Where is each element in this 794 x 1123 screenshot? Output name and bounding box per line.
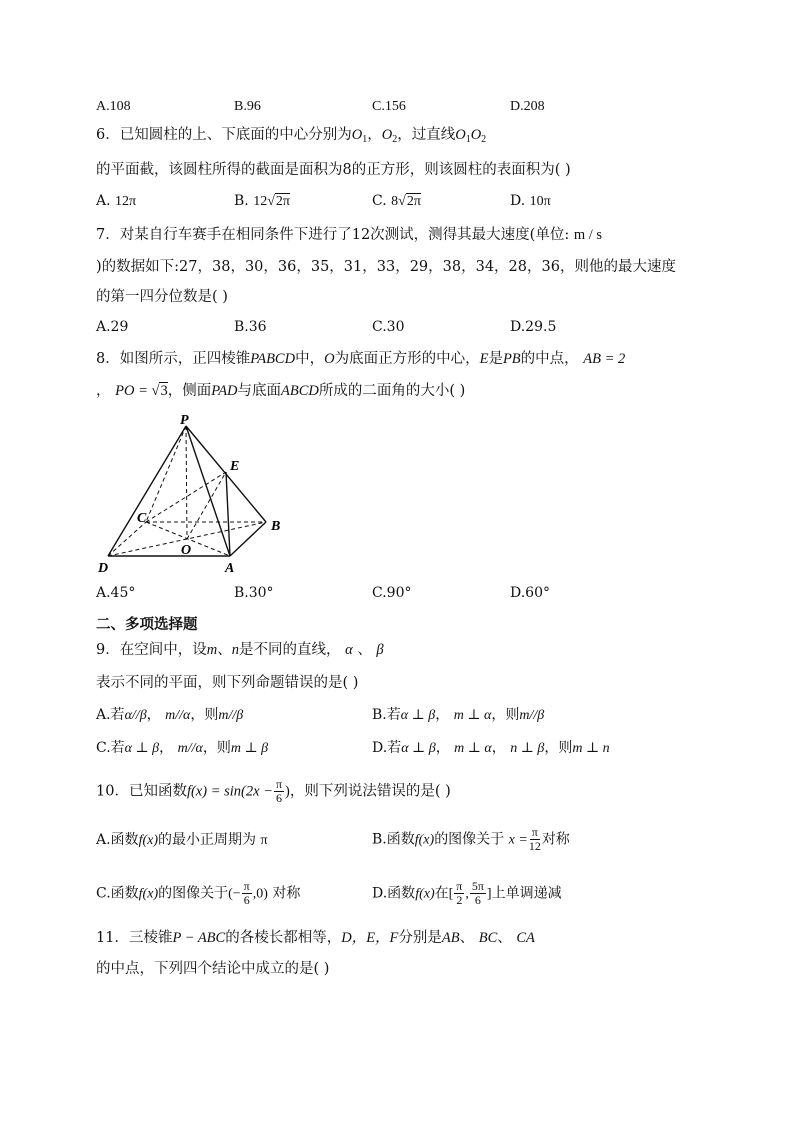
q5-option-a-text: A.108 xyxy=(96,99,131,114)
label-e: E xyxy=(230,459,240,474)
q11-stem-line1 xyxy=(96,928,535,948)
q9-option-a-cond1: α//β xyxy=(124,708,147,723)
q8-stem-line2 xyxy=(96,381,465,401)
q9-option-b[interactable] xyxy=(372,705,544,726)
hidden-edge-pc xyxy=(146,426,186,522)
q6-option-b-coef: 12 xyxy=(253,194,268,209)
q9-option-c-cond2: m//α xyxy=(177,741,203,756)
q5-option-c-text: C.156 xyxy=(372,99,406,114)
q9-option-d-cond2: m ⊥ α xyxy=(454,741,492,756)
q10-function: f(x) = sin(2x − xyxy=(186,783,273,800)
q10-option-b-f: f(x) xyxy=(414,832,435,848)
section-title-multiple-choice: 二、多项选择题 xyxy=(96,617,198,633)
q10-option-c-text: 的图像关于 xyxy=(158,885,229,902)
q6-option-a[interactable] xyxy=(96,191,136,212)
q8-pabcd: PABCD xyxy=(250,351,296,367)
q5-option-d[interactable] xyxy=(510,96,545,117)
q9-m: m xyxy=(206,642,218,658)
q10-option-b-text: 的图像关于 xyxy=(434,831,505,848)
segment-ea xyxy=(226,472,230,556)
q9-option-d-then: ，则 xyxy=(544,740,573,756)
q8-abcd: ABCD xyxy=(281,383,319,399)
q6-o2: $O_2$ xyxy=(381,127,398,145)
q9-option-d-conclusion: m ⊥ n xyxy=(572,741,610,756)
q5-option-a[interactable] xyxy=(96,96,131,117)
q5-option-b[interactable] xyxy=(234,96,261,117)
q8-stem-text-2: 中， xyxy=(295,351,325,367)
q7-option-a-text: A.29 xyxy=(96,319,129,335)
q10-stem-text-2: ，则下列说法错误的是( ) xyxy=(289,783,451,800)
q8-pb: PB xyxy=(502,351,521,367)
q6-o1o2: $O_1O_2$ xyxy=(455,127,487,145)
q9-option-d-cond1: α ⊥ β xyxy=(401,741,436,756)
edge-ab xyxy=(230,522,266,556)
q6-o1: $O_1$ xyxy=(351,127,368,145)
q11-ca: CA xyxy=(516,930,535,946)
q10-option-b-fraction xyxy=(529,826,541,853)
q10-option-c-num: π xyxy=(243,879,250,893)
q6-option-c[interactable] xyxy=(372,191,421,212)
q9-option-a[interactable] xyxy=(96,705,243,726)
label-c: C xyxy=(137,511,147,526)
q9-option-b-label: B.若 xyxy=(372,707,401,723)
q8-o: O xyxy=(324,351,335,367)
label-d: D xyxy=(98,561,109,576)
q10-option-b-num: π xyxy=(531,825,538,839)
q6-option-c-label: C. xyxy=(372,193,387,209)
q10-option-b[interactable] xyxy=(372,826,570,854)
q6-option-c-radicand: 2π xyxy=(406,194,421,209)
q6-option-d-value: 10π xyxy=(529,194,551,209)
q5-option-b-text: B.96 xyxy=(234,99,261,114)
q9-option-b-cond1: α ⊥ β xyxy=(400,708,436,723)
q8-ab-eq: AB = 2 xyxy=(583,351,626,367)
q10-option-a-f: f(x) xyxy=(138,833,158,848)
q7-stem-line3: 的第一四分位数是( ) xyxy=(96,289,228,305)
q10-option-c-post: 对称 xyxy=(272,885,301,902)
q10-option-d-den1: 2 xyxy=(456,893,463,907)
q10-option-d-label: D.函数 xyxy=(372,885,416,902)
q11-ab: AB xyxy=(441,930,460,946)
q8-stem-text-7: ，侧面 xyxy=(167,383,212,399)
q10-fraction xyxy=(274,778,284,805)
q9-stem-text-2: 是不同的直线， xyxy=(238,642,341,658)
q10-fraction-num: π xyxy=(275,777,283,791)
q9-option-c-then: ，则 xyxy=(202,740,231,756)
q9-option-b-cond2: m ⊥ α xyxy=(453,708,492,723)
q8-stem-text-6: ， xyxy=(96,383,111,399)
q9-alpha: α xyxy=(345,642,353,658)
q7-option-b-text: B.36 xyxy=(234,319,267,335)
q9-option-d-label: D.若 xyxy=(372,740,402,756)
q9-option-a-comma: ， xyxy=(146,707,161,723)
q10-option-c[interactable] xyxy=(96,880,300,908)
q10-option-d-post: 上单调递减 xyxy=(491,885,562,902)
q9-stem-line2: 表示不同的平面，则下列命题错误的是( ) xyxy=(96,675,359,691)
q8-po-radicand: 3 xyxy=(160,383,168,399)
q6-stem-line2: 的平面截，该圆柱所得的截面是面积为8的正方形，则该圆柱的表面积为( ) xyxy=(96,162,571,178)
q10-option-d-close: ] xyxy=(486,886,492,902)
q6-option-c-coef: 8 xyxy=(391,194,399,209)
q10-option-c-close: ,0) xyxy=(252,886,268,902)
q7-option-c[interactable] xyxy=(372,317,404,337)
q9-option-b-comma: ， xyxy=(435,707,450,723)
q7-option-c-text: C.30 xyxy=(372,319,405,335)
q7-stem-line1 xyxy=(96,225,602,245)
q6-option-a-label: A. xyxy=(96,193,111,209)
q5-option-d-text: D.208 xyxy=(510,99,545,114)
q7-option-b[interactable] xyxy=(234,317,267,337)
q6-stem-text: 6．已知圆柱的上、下底面的中心分别为 xyxy=(96,127,352,143)
q8-stem-text-3: 为底面正方形的中心， xyxy=(334,351,480,367)
q8-stem-line1 xyxy=(96,349,625,369)
q7-stem-line2: )的数据如下:27，38，30，36，35，31，33，29，38，34，28，36，则他的最大速度 xyxy=(96,259,676,275)
q10-option-c-den: 6 xyxy=(243,893,250,907)
q10-option-d-text: 在 xyxy=(434,885,449,902)
q10-option-b-label: B.函数 xyxy=(372,831,415,848)
q8-option-a[interactable] xyxy=(96,583,135,603)
q8-po-eq: PO = xyxy=(115,383,152,399)
q6-option-c-radical: √2π xyxy=(398,194,421,209)
q7-option-d[interactable] xyxy=(510,317,556,337)
q6-option-a-value: 12π xyxy=(115,194,137,209)
q10-option-d-den2: 6 xyxy=(474,893,481,907)
q8-po-radical: √3 xyxy=(151,383,168,399)
q10-stem-line1 xyxy=(96,778,451,805)
q9-option-c-cond1: α ⊥ β xyxy=(124,741,160,756)
q6-option-d[interactable] xyxy=(510,191,551,212)
q9-option-c-conclusion: m ⊥ β xyxy=(230,741,269,756)
q10-option-b-den: 12 xyxy=(528,839,541,853)
q5-option-c[interactable] xyxy=(372,96,406,117)
label-a: A xyxy=(225,561,235,576)
q8-option-c-text: C.90° xyxy=(372,585,412,601)
q10-option-b-post: 对称 xyxy=(541,831,570,848)
q10-option-d-num2: 5π xyxy=(471,879,484,893)
q10-option-d-comma: , xyxy=(465,886,469,902)
q6-option-b[interactable] xyxy=(234,191,290,212)
q10-function-close: ) xyxy=(285,783,290,800)
q10-fraction-den: 6 xyxy=(276,791,282,805)
edge-pd xyxy=(108,426,186,556)
q9-option-a-label: A.若 xyxy=(96,707,125,723)
edge-pa xyxy=(186,426,230,556)
q8-stem-text-9: 所成的二面角的大小( ) xyxy=(318,383,466,399)
q10-option-b-x: x = xyxy=(508,832,528,848)
q6-stem-line1: 6．已知圆柱的上、下底面的中心分别为$O_1$，$O_2$，过直线$O_1O_2$ xyxy=(96,127,487,145)
q8-stem-text: 8．如图所示，正四棱锥 xyxy=(96,351,251,367)
q7-option-d-text: D.29.5 xyxy=(510,319,557,335)
q9-option-d-cond3: n ⊥ β xyxy=(510,741,545,756)
q7-stem-text: 7．对某自行车赛手在相同条件下进行了12次测试，测得其最大速度(单位: xyxy=(96,227,570,243)
q8-stem-text-8: 与底面 xyxy=(237,383,282,399)
q9-n: n xyxy=(231,642,239,658)
q9-option-a-conclusion: m//β xyxy=(218,708,244,723)
q10-option-d-f: f(x) xyxy=(415,886,435,902)
q11-stem-text-3: 分别是 xyxy=(398,930,442,946)
q11-sep: 、 xyxy=(459,930,475,946)
q10-option-d-fraction-2 xyxy=(470,880,486,907)
q8-option-d-text: D.60° xyxy=(510,585,550,601)
q6-option-d-label: D. xyxy=(510,193,526,209)
q9-option-d[interactable] xyxy=(372,738,610,759)
label-p: P xyxy=(180,413,189,428)
q9-option-a-then: ，则 xyxy=(190,707,219,723)
q11-sep-2: 、 xyxy=(497,930,512,946)
q8-option-d[interactable] xyxy=(510,583,550,603)
q10-option-c-open: (− xyxy=(228,886,241,902)
hidden-ce xyxy=(146,472,226,522)
q9-option-c-comma: ， xyxy=(159,740,174,756)
q6-option-b-radicand: 2π xyxy=(275,194,290,209)
hidden-edge-dc xyxy=(108,522,146,556)
q9-stem-line1 xyxy=(96,640,384,660)
q9-option-a-cond2: m//α xyxy=(165,708,191,723)
hidden-po xyxy=(186,426,187,539)
q10-option-c-label: C.函数 xyxy=(96,885,139,902)
q9-option-b-then: ，则 xyxy=(491,707,520,723)
q9-sep: 、 xyxy=(217,642,232,658)
q11-pabc: P − ABC xyxy=(172,930,226,946)
q11-stem-text-2: 的各棱长都相等， xyxy=(225,930,342,946)
q11-stem-text: 11．三棱锥 xyxy=(96,930,173,946)
q10-option-d-open: [ xyxy=(448,886,454,902)
q10-option-a-text: 的最小正周期为 xyxy=(158,832,256,848)
q10-option-d-fraction-1 xyxy=(454,880,464,907)
q10-option-a-label: A.函数 xyxy=(96,832,139,848)
q11-def: D，E，F xyxy=(341,930,399,946)
q6-option-b-label: B. xyxy=(234,193,249,209)
q7-option-a[interactable] xyxy=(96,317,128,337)
q10-option-d[interactable] xyxy=(372,880,562,908)
q10-option-a[interactable] xyxy=(96,830,268,851)
q9-beta: β xyxy=(376,642,384,658)
q11-bc: BC xyxy=(478,930,498,946)
q6-option-b-radical: √2π xyxy=(267,194,290,209)
q7-unit: m / s xyxy=(573,227,603,243)
q9-option-d-comma-2: ， xyxy=(491,740,506,756)
q8-stem-text-5: 的中点， xyxy=(520,351,579,367)
label-b: B xyxy=(271,519,281,534)
q6-stem-text-2: ，过直线 xyxy=(397,127,456,143)
q9-option-c[interactable] xyxy=(96,738,268,759)
q9-option-b-conclusion: m//β xyxy=(519,708,545,723)
q8-option-c[interactable] xyxy=(372,583,411,603)
q10-option-a-pi: π xyxy=(260,833,268,848)
q9-stem-text: 9．在空间中，设 xyxy=(96,642,207,658)
q10-stem-text: 10．已知函数 xyxy=(96,783,187,800)
label-o: O xyxy=(181,543,192,558)
q9-option-d-comma: ， xyxy=(435,740,450,756)
q11-stem-line2: 的中点，下列四个结论中成立的是( ) xyxy=(96,961,330,977)
q8-option-a-text: A.45° xyxy=(96,585,136,601)
q10-option-c-f: f(x) xyxy=(138,886,159,902)
pyramid-figure xyxy=(90,408,290,578)
q8-option-b[interactable] xyxy=(234,583,274,603)
q8-pad: PAD xyxy=(211,383,238,399)
q8-e: E xyxy=(479,351,489,367)
q10-option-c-fraction xyxy=(242,880,252,907)
q9-sep-2: 、 xyxy=(357,642,372,658)
q8-option-b-text: B.30° xyxy=(234,585,274,601)
q9-option-c-label: C.若 xyxy=(96,740,125,756)
q8-stem-text-4: 是 xyxy=(488,351,503,367)
q10-option-d-num1: π xyxy=(456,879,463,893)
